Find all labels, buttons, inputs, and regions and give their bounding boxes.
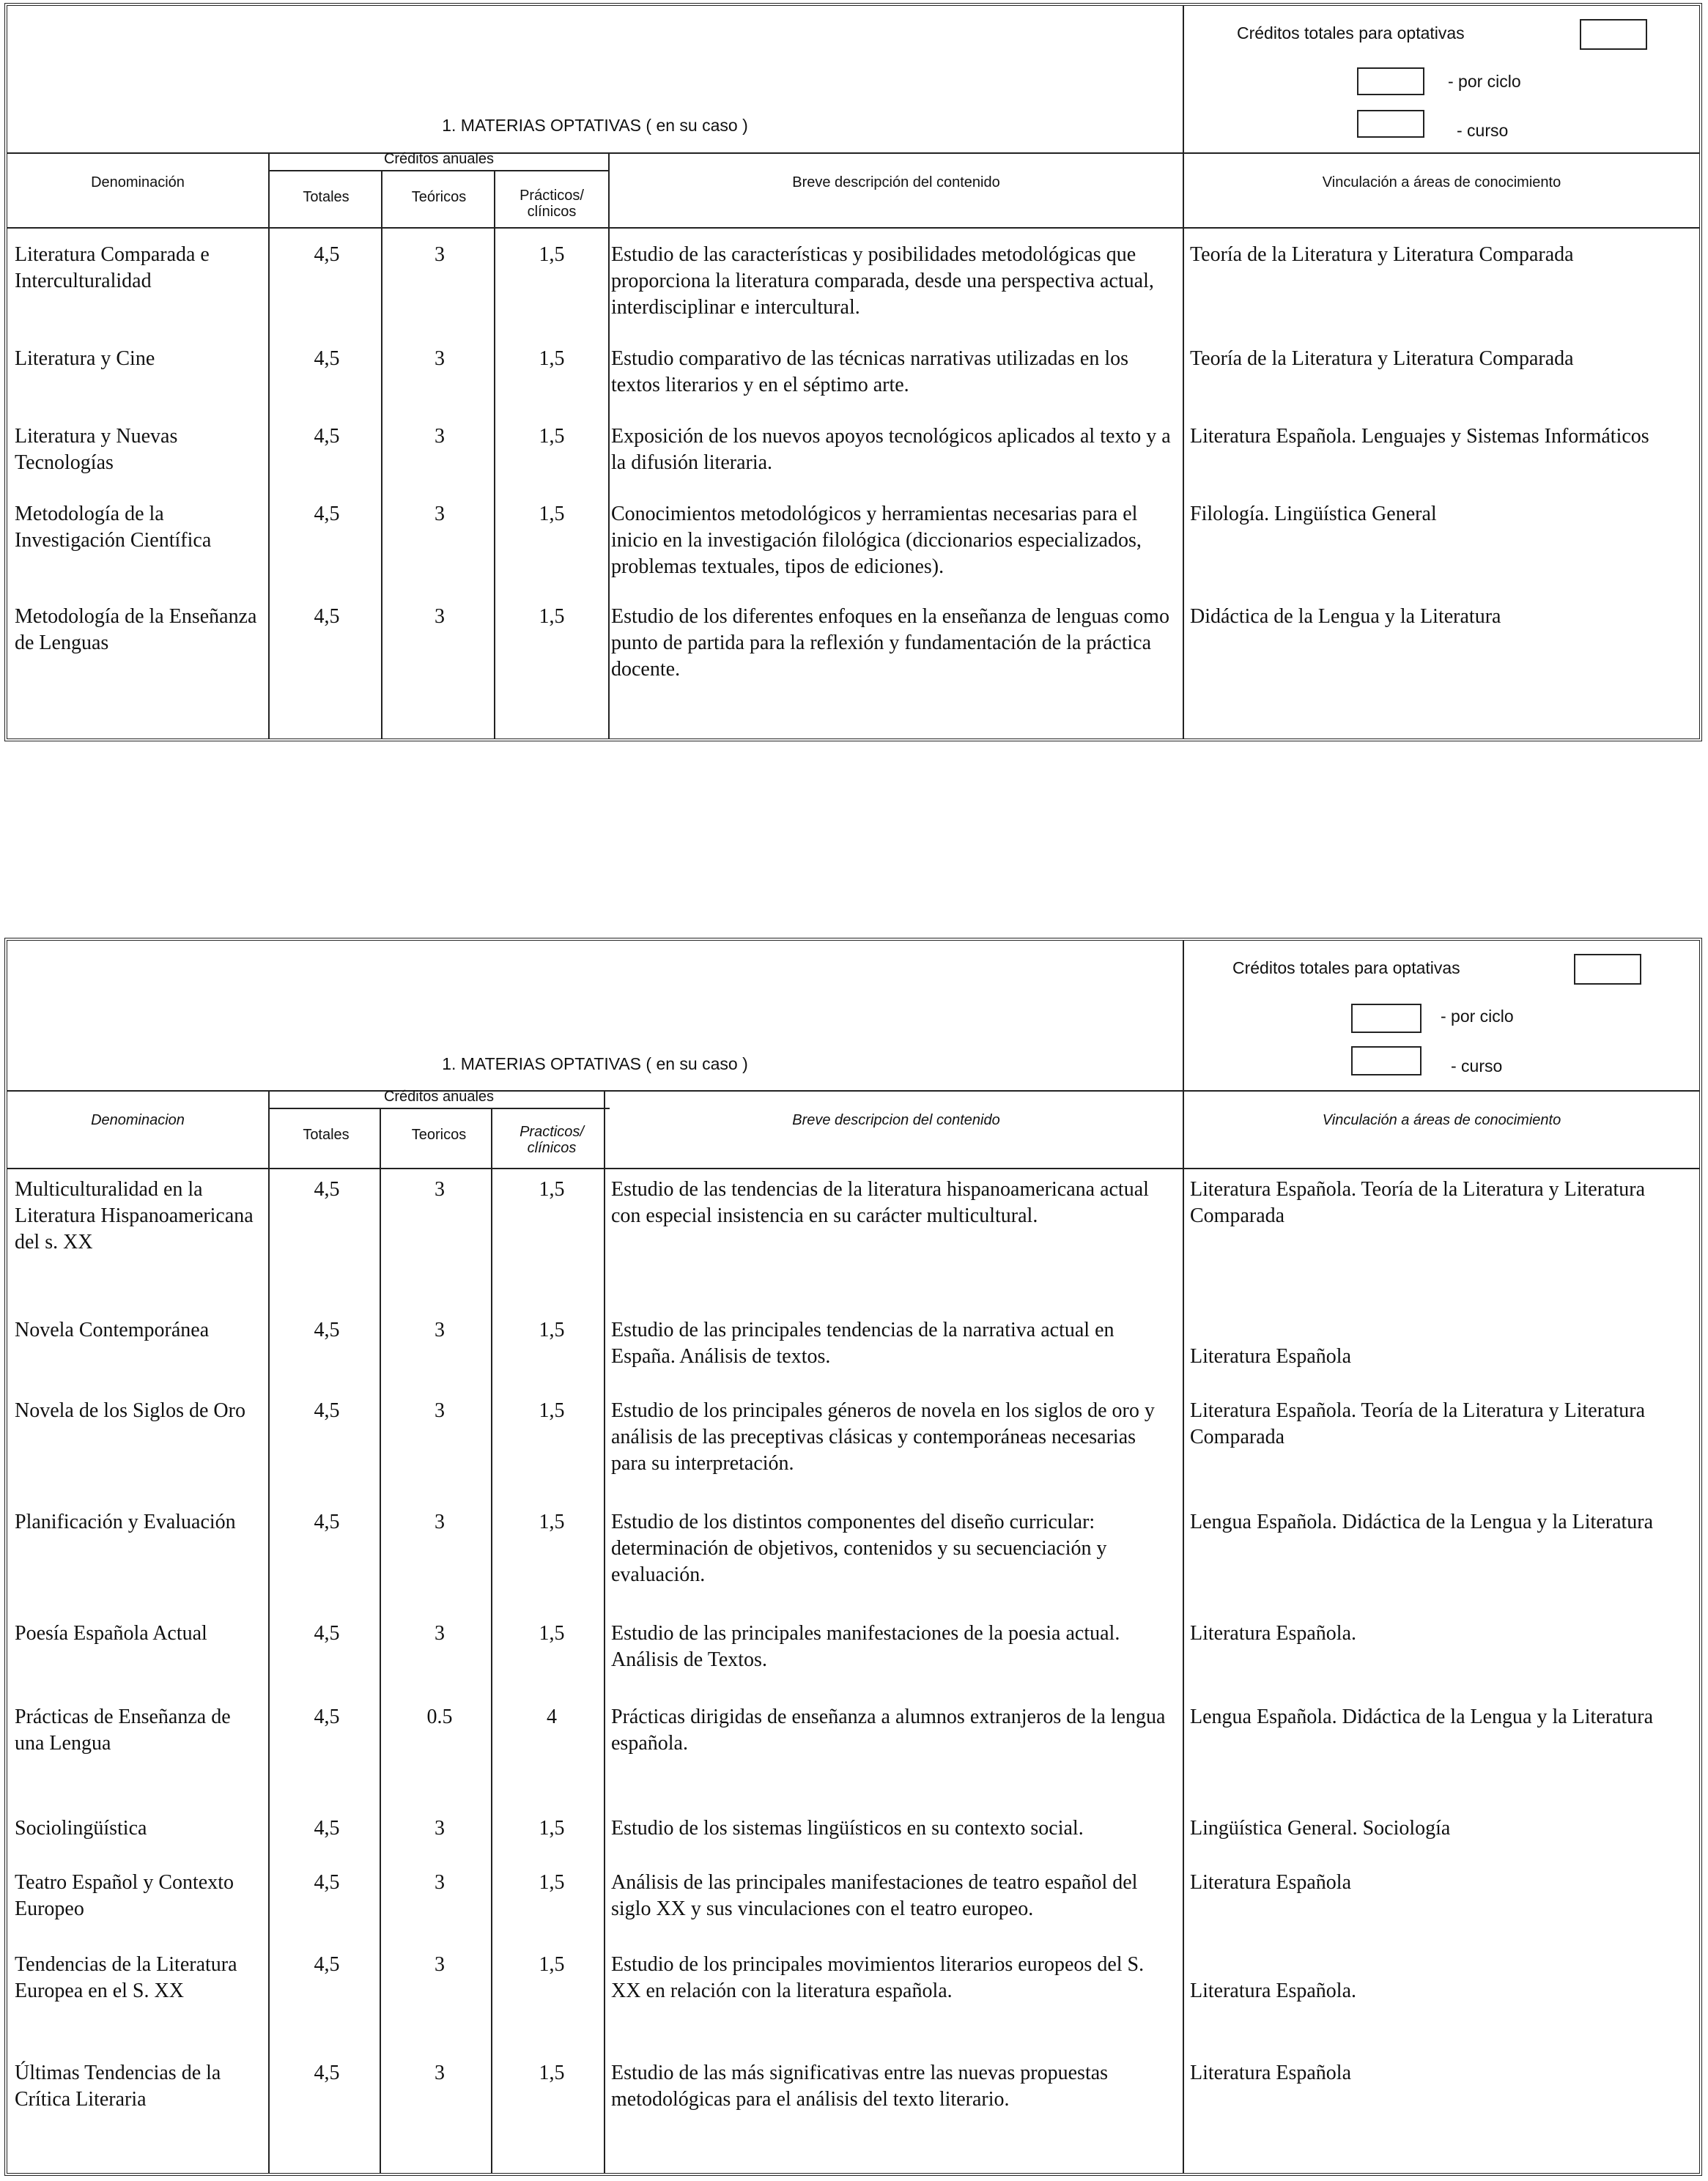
knowledge-area: Literatura Española. [1190, 1980, 1357, 2002]
subject-name: Literatura y Cine [15, 347, 155, 370]
credits-theory: 3 [435, 1319, 445, 1341]
subject-name: Novela Contemporánea [15, 1319, 210, 1341]
subject-description: Estudio de las tendencias de la literatura hispanoamericana actual con especial insistencia en su carácter multicultural. [611, 1178, 1149, 1227]
credits-total: 4,5 [314, 2062, 340, 2084]
col-totales: Totales [303, 189, 350, 205]
credits-practice: 1,5 [539, 1178, 565, 1201]
table-body [7, 1168, 1699, 2173]
section-title: 1. MATERIAS OPTATIVAS ( en su caso ) [442, 116, 748, 135]
subject-name: Multiculturalidad en la Literatura Hispanoamericana del s. XX [15, 1178, 254, 1254]
credits-total: 4,5 [314, 1871, 340, 1894]
por-ciclo-box [1351, 1004, 1422, 1033]
credits-theory: 3 [435, 605, 445, 628]
subject-description: Estudio de las principales tendencias de la narrativa actual en España. Análisis de textos. [611, 1319, 1114, 1368]
credits-total: 4,5 [314, 1319, 340, 1341]
subject-name: Sociolingüística [15, 1817, 147, 1840]
credits-panel [1183, 6, 1699, 152]
curso-label: - curso [1451, 1056, 1503, 1075]
col-descripcion: Breve descripcion del contenido [792, 1112, 1000, 1128]
col-vinculacion: Vinculación a áreas de conocimiento [1322, 1112, 1561, 1128]
credits-practice: 1,5 [539, 1871, 565, 1894]
col-teoricos: Teoricos [411, 1127, 467, 1143]
table-body [7, 227, 1699, 738]
credits-theory: 3 [435, 1399, 445, 1422]
credits-total: 4,5 [314, 605, 340, 628]
col-practicos-line2: clínicos [527, 1140, 577, 1156]
knowledge-area: Literatura Española. Lenguajes y Sistemas Informáticos [1190, 425, 1649, 448]
credits-total: 4,5 [314, 1511, 340, 1533]
credits-theory: 3 [435, 1871, 445, 1894]
subject-description: Estudio de los distintos componentes del diseño curricular: determinación de objetivos, contenidos y su secuenciación y evaluación. [611, 1511, 1107, 1586]
credits-practice: 1,5 [539, 425, 565, 448]
credits-total-box [1580, 19, 1647, 50]
credits-practice: 1,5 [539, 1399, 565, 1422]
col-practicos [495, 1124, 608, 1156]
col-practicos-line1: Prácticos/ [520, 188, 584, 204]
credits-theory: 3 [435, 243, 445, 266]
subject-description: Estudio de los principales movimientos literarios europeos del S. XX en relación con la literatura española. [611, 1953, 1145, 2002]
credits-theory: 3 [435, 1817, 445, 1840]
credits-practice: 1,5 [539, 1953, 565, 1976]
knowledge-area: Literatura Española. Teoría de la Literatura y Literatura Comparada [1190, 1178, 1645, 1227]
knowledge-area: Lingüística General. Sociología [1190, 1817, 1451, 1840]
subject-name: Poesía Española Actual [15, 1622, 207, 1645]
col-descripcion: Breve descripción del contenido [792, 174, 1000, 190]
knowledge-area: Literatura Española [1190, 2062, 1352, 2084]
col-creditos-anuales: Créditos anuales [383, 151, 495, 167]
subject-description: Estudio de los sistemas lingüísticos en su contexto social. [611, 1817, 1084, 1840]
credits-practice: 1,5 [539, 503, 565, 525]
knowledge-area: Teoría de la Literatura y Literatura Comparada [1190, 243, 1574, 266]
subject-description: Exposición de los nuevos apoyos tecnológicos aplicados al texto y a la difusión literaria. [611, 425, 1171, 474]
table-header [7, 6, 1699, 154]
subject-description: Estudio de las más significativas entre las nuevas propuestas metodológicas para el análisis del texto literario. [611, 2062, 1109, 2111]
subject-name: Planificación y Evaluación [15, 1511, 236, 1533]
knowledge-area: Literatura Española [1190, 1345, 1352, 1368]
credits-total: 4,5 [314, 1706, 340, 1728]
subject-description: Conocimientos metodológicos y herramientas necesarias para el inicio en la investigación filológica (diccionarios especializados, problemas textuales, tipos de ediciones). [611, 503, 1142, 578]
curso-label: - curso [1457, 121, 1509, 140]
col-teoricos: Teóricos [411, 189, 467, 205]
credits-practice: 1,5 [539, 605, 565, 628]
subject-name: Novela de los Siglos de Oro [15, 1399, 245, 1422]
credits-theory: 3 [435, 1178, 445, 1201]
credits-total-box [1574, 954, 1641, 985]
subject-description: Análisis de las principales manifestaciones de teatro español del siglo XX y sus vinculaciones con el teatro europeo. [611, 1871, 1138, 1920]
credits-theory: 3 [435, 1511, 445, 1533]
subject-description: Estudio de las principales manifestaciones de la poesia actual. Análisis de Textos. [611, 1622, 1120, 1671]
subject-name: Literatura y Nuevas Tecnologías [15, 425, 178, 474]
por-ciclo-label: - por ciclo [1448, 72, 1521, 91]
credits-practice: 1,5 [539, 1622, 565, 1645]
subject-name: Prácticas de Enseñanza de una Lengua [15, 1706, 231, 1755]
credits-total: 4,5 [314, 503, 340, 525]
credits-total: 4,5 [314, 1399, 340, 1422]
subheader-divider [270, 170, 610, 171]
credits-total-label: Créditos totales para optativas [1232, 958, 1460, 977]
knowledge-area: Teoría de la Literatura y Literatura Comparada [1190, 347, 1574, 370]
credits-practice: 1,5 [539, 1319, 565, 1341]
subject-name: Metodología de la Investigación Científica [15, 503, 212, 552]
subject-description: Estudio comparativo de las técnicas narrativas utilizadas en los textos literarios y en el séptimo arte. [611, 347, 1128, 396]
knowledge-area: Literatura Española. [1190, 1622, 1357, 1645]
subject-description: Estudio de los diferentes enfoques en la enseñanza de lenguas como punto de partida para la reflexión y fundamentación de la práctica docente. [611, 605, 1169, 681]
subject-name: Tendencias de la Literatura Europea en el S. XX [15, 1953, 237, 2002]
section-title: 1. MATERIAS OPTATIVAS ( en su caso ) [442, 1054, 748, 1073]
column-headers [7, 1090, 1699, 1169]
credits-total-label: Créditos totales para optativas [1237, 23, 1465, 42]
col-vinculacion: Vinculación a áreas de conocimiento [1322, 174, 1561, 190]
subject-name: Últimas Tendencias de la Crítica Literaria [15, 2062, 221, 2111]
credits-theory: 3 [435, 347, 445, 370]
knowledge-area: Lengua Española. Didáctica de la Lengua y la Literatura [1190, 1706, 1654, 1728]
credits-total: 4,5 [314, 1953, 340, 1976]
col-practicos-line2: clínicos [527, 204, 577, 220]
knowledge-area: Lengua Española. Didáctica de la Lengua y la Literatura [1190, 1511, 1654, 1533]
credits-total: 4,5 [314, 1622, 340, 1645]
credits-theory: 3 [435, 425, 445, 448]
credits-panel [1183, 941, 1699, 1090]
subject-name: Metodología de la Enseñanza de Lenguas [15, 605, 257, 654]
credits-total: 4,5 [314, 347, 340, 370]
knowledge-area: Didáctica de la Lengua y la Literatura [1190, 605, 1501, 628]
col-denominacion: Denominacion [91, 1112, 185, 1128]
subject-description: Prácticas dirigidas de enseñanza a alumnos extranjeros de la lengua española. [611, 1706, 1166, 1755]
subject-description: Estudio de las características y posibilidades metodológicas que proporciona la literatura comparada, desde una perspectiva actual, interdisciplinar e intercultural. [611, 243, 1154, 319]
col-denominacion: Denominación [91, 174, 185, 190]
subheader-divider [270, 1108, 610, 1109]
credits-practice: 1,5 [539, 1817, 565, 1840]
knowledge-area: Filología. Lingüística General [1190, 503, 1437, 525]
curso-box [1351, 1046, 1422, 1075]
credits-practice: 1,5 [539, 2062, 565, 2084]
credits-total: 4,5 [314, 1178, 340, 1201]
credits-theory: 3 [435, 1953, 445, 1976]
col-practicos [495, 188, 608, 220]
knowledge-area: Literatura Española. Teoría de la Literatura y Literatura Comparada [1190, 1399, 1645, 1448]
credits-theory: 3 [435, 2062, 445, 2084]
credits-theory: 3 [435, 503, 445, 525]
col-creditos-anuales: Créditos anuales [383, 1089, 495, 1105]
credits-total: 4,5 [314, 425, 340, 448]
credits-theory: 0.5 [426, 1706, 453, 1728]
credits-theory: 3 [435, 1622, 445, 1645]
col-practicos-line1: Practicos/ [520, 1124, 584, 1140]
col-totales: Totales [303, 1127, 350, 1143]
credits-practice: 1,5 [539, 347, 565, 370]
subject-description: Estudio de los principales géneros de novela en los siglos de oro y análisis de las preceptivas clásicas y contemporáneas necesarias para su interpretación. [611, 1399, 1155, 1475]
curso-box [1357, 110, 1424, 138]
subject-name: Teatro Español y Contexto Europeo [15, 1871, 234, 1920]
knowledge-area: Literatura Española [1190, 1871, 1352, 1894]
por-ciclo-box [1357, 67, 1424, 95]
credits-practice: 1,5 [539, 243, 565, 266]
credits-practice: 4 [547, 1706, 557, 1728]
subject-name: Literatura Comparada e Interculturalidad [15, 243, 210, 292]
credits-practice: 1,5 [539, 1511, 565, 1533]
credits-total: 4,5 [314, 1817, 340, 1840]
optativas-table-1 [4, 3, 1702, 741]
column-headers [7, 152, 1699, 229]
optativas-table-2 [4, 938, 1702, 2176]
por-ciclo-label: - por ciclo [1441, 1007, 1514, 1026]
credits-total: 4,5 [314, 243, 340, 266]
table-header [7, 941, 1699, 1092]
